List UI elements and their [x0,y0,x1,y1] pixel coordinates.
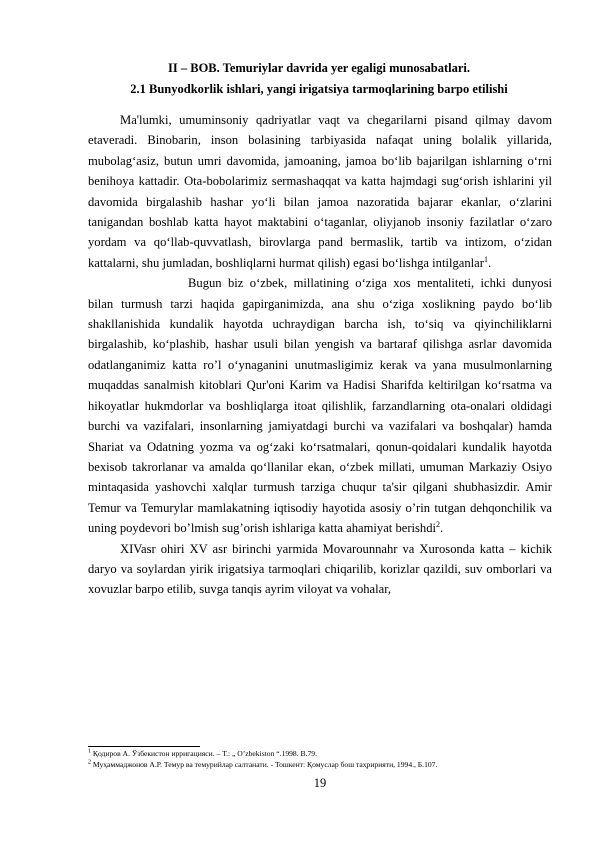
paragraph-1 [88,110,552,273]
page-number: 19 [313,776,327,790]
paragraph-end: . [487,255,492,270]
footnote-mark: 2 [88,758,91,765]
footnote-text: Муҳаммаджонов А.Р. Темур ва темурийлар салтанати. - Тошкент: Қомуслар бош таҳририяти, 1994., Б.107. [91,759,438,769]
paragraph-2 [88,273,552,538]
footnote-divider [88,746,200,747]
footnote-text: Қодиров А. Ўзбекистон ирригацияси. – Т.: „ O’zbekiston “.1998. B.79. [91,749,317,758]
paragraph-text: XIVasr ohiri XV asr birinchi yarmida Movarounnahr va Xurosonda katta – kichik daryo va soylardan yirik irigatsiya tarmoqlari chiqarilib, korizlar qazildi, suv omborlari va xovuzlar barpo etilib, suvga tanqis ayrim viloyat va vohalar, [88,541,552,597]
section-title: 2.1 Bunyodkorlik ishlari, yangi irigatsiya tarmoqlarining barpo etilishi [130,82,508,96]
footnote-2 [88,760,558,771]
paragraph-3 [88,539,552,600]
footnotes [88,749,558,770]
paragraph-end: . [440,521,444,536]
footnote-1 [88,749,558,760]
footnote-mark: 1 [88,748,91,755]
body-text [88,110,552,600]
footnote-ref: 2 [436,519,441,529]
chapter-title: II – BOB. Temuriylar davrida yer egaligi munosabatlari. [168,61,470,75]
paragraph-text: Bugun biz o‘zbek, millatining o‘ziga xos mentaliteti, ichki dunyosi bilan turmush tarzi haqida gapirganimizda, ana shu o‘ziga xoslikning paydo bo‘lib shakllanishida kundalik hayotda uchraydigan barcha ish, to‘siq va qiyinchiliklarni birgalashib, ko‘plashib, hashar usuli bilan yengish va bartaraf qilishga asrlar davomida odatlanganimiz katta ro’l o‘ynaganini unutmasligimiz kerak va yana musulmonlarning muqaddas sanalmish kitoblari Qur'oni Karim va Hadisi Sharifda keltirilgan ko‘rsatma va hikoyatlar hukmdorlar va boshliqlarga itoat qilishlik, farzandlarning ota-onalari oldidagi burchi va vazifalari, insonlarning jamiyatdagi burchi va vazifalari va boshqalar) hamda Shariat va Odatning yozma va og‘zaki ko‘rsatmalari, qonun-qoidalari kundalik hayotda bexisob takrorlanar va amalda qo‘llanilar ekan, o‘zbek millati, umuman Markaziy Osiyo mintaqasida yashovchi xalqlar turmush tarziga chuqur ta'sir qilgani shubhasizdir. Amir Temur va Temurylar mamlakatning iqtisodiy hayotida asosiy o’rin tutgan dehqonchilik va uning poydevori bo’lmish sug’orish ishlariga katta ahamiyat berishdi [88,276,552,536]
paragraph-text: Ma'lumki, umuminsoniy qadriyatlar vaqt va chegarilarni pisand qilmay davom etaveradi. Binobarin, inson bolasining tarbiyasida nafaqat uning bolalik yillarida, mubolag‘asiz, butun umri davomida, jamoaning, jamoa bo‘lib bajarilgan ishlarning o‘rni benihoya kattadir. Ota-bobolarimiz sermashaqqat va katta hajmdagi sug‘orish ishlarini yil davomida birgalashib hashar yo‘li bilan jamoa nazoratida bajarar ekanlar, o‘zlarini tanigandan boshlab katta hayot maktabini o‘taganlar, oliyjanob insoniy fazilatlar o‘zaro yordam va qo‘llab-quvvatlash, birovlarga pand bermaslik, tartib va intizom, o‘zidan kattalarni, shu jumladan, boshliqlarni hurmat qilish) egasi bo‘lishga intilganlar [88,113,552,270]
footnote-ref: 1 [483,254,488,264]
